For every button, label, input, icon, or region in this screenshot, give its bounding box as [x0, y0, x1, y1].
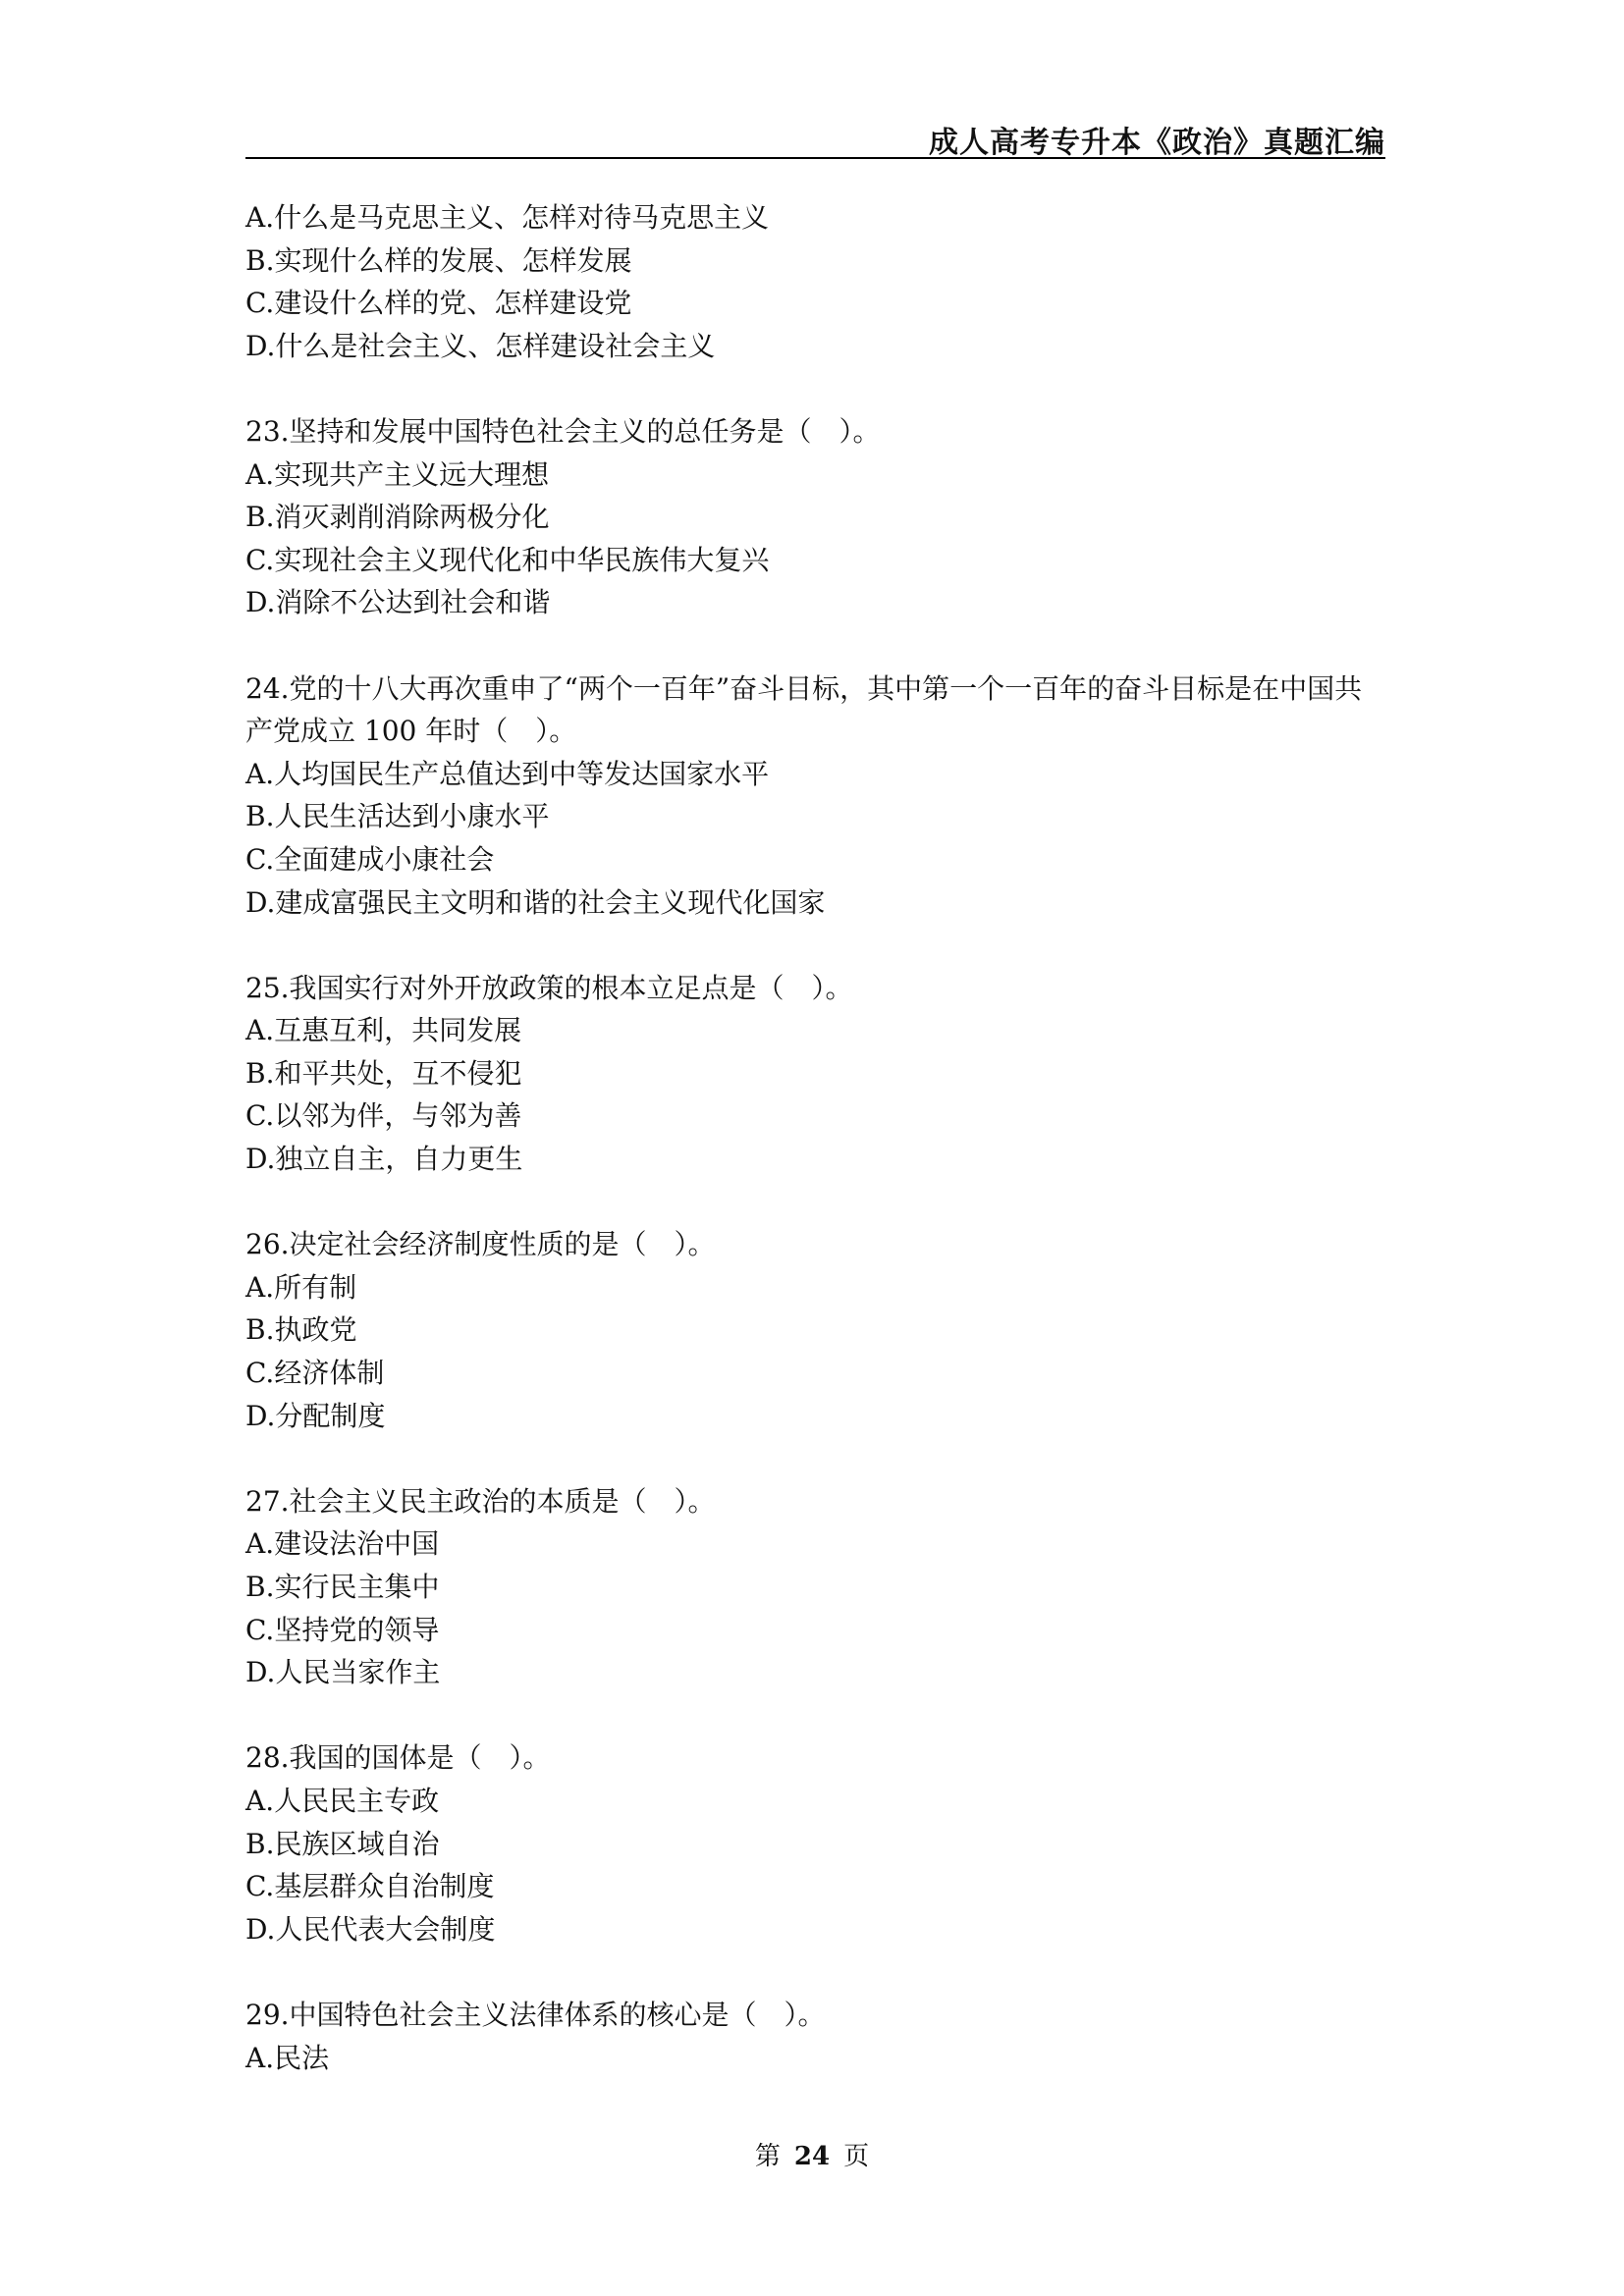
option: B.民族区域自治 [245, 1827, 440, 1860]
option: A.建设法治中国 [245, 1527, 440, 1561]
page-content [245, 196, 1385, 2079]
option: B.实现什么样的发展、怎样发展 [245, 243, 632, 277]
option: B.执政党 [245, 1313, 357, 1347]
question-stem: 24.党的十八大再次重申了“两个一百年”奋斗目标，其中第一个一百年的奋斗目标是在中国共产党成立 100 年时（ ）。 [245, 671, 1363, 748]
question-29 [245, 1994, 1385, 2079]
question-stem: 28.我国的国体是（ ）。 [245, 1741, 551, 1775]
question-25 [245, 967, 1385, 1181]
option: A.实现共产主义远大理想 [245, 457, 550, 491]
option: D.分配制度 [245, 1399, 386, 1432]
option: A.民法 [245, 2041, 330, 2074]
header-divider [245, 157, 1385, 159]
option: B.和平共处，互不侵犯 [245, 1056, 522, 1090]
option: D.消除不公达到社会和谐 [245, 586, 551, 619]
option: C.以邻为伴，与邻为善 [245, 1099, 522, 1133]
question-stem: 29.中国特色社会主义法律体系的核心是（ ）。 [245, 1998, 826, 2031]
option: B.消灭剥削消除两极分化 [245, 501, 550, 534]
page-label-prefix: 第 [754, 2142, 781, 2171]
page-number: 24 [793, 2142, 831, 2171]
option: D.什么是社会主义、怎样建设社会主义 [245, 329, 716, 362]
option: C.实现社会主义现代化和中华民族伟大复兴 [245, 543, 770, 576]
page-label-suffix: 页 [843, 2142, 870, 2171]
question-stem: 26.决定社会经济制度性质的是（ ）。 [245, 1228, 716, 1261]
question-stem: 27.社会主义民主政治的本质是（ ）。 [245, 1484, 716, 1518]
option: D.独立自主，自力更生 [245, 1143, 523, 1176]
option: D.人民当家作主 [245, 1656, 441, 1689]
option: C.基层群众自治制度 [245, 1870, 495, 1903]
document-header-title: 成人高考专升本《政治》真题汇编 [929, 126, 1385, 160]
question-26 [245, 1223, 1385, 1437]
option: A.人民民主专政 [245, 1784, 440, 1817]
question-23 [245, 410, 1385, 624]
question-27 [245, 1480, 1385, 1694]
option: C.建设什么样的党、怎样建设党 [245, 287, 632, 320]
option: D.人民代表大会制度 [245, 1912, 496, 1946]
question-22-options [245, 196, 1385, 367]
option: A.人均国民生产总值达到中等发达国家水平 [245, 757, 770, 790]
option: D.建成富强民主文明和谐的社会主义现代化国家 [245, 885, 826, 919]
option: A.什么是马克思主义、怎样对待马克思主义 [245, 201, 770, 234]
question-28 [245, 1736, 1385, 1950]
question-24 [245, 667, 1385, 925]
option: C.经济体制 [245, 1357, 385, 1390]
option: A.互惠互利，共同发展 [245, 1014, 522, 1047]
question-stem: 23.坚持和发展中国特色社会主义的总任务是（ ）。 [245, 414, 881, 448]
option: B.人民生活达到小康水平 [245, 800, 550, 833]
option: A.所有制 [245, 1270, 357, 1304]
option: C.全面建成小康社会 [245, 842, 495, 876]
option: B.实行民主集中 [245, 1571, 440, 1603]
page-footer [0, 2136, 1624, 2172]
option: C.坚持党的领导 [245, 1613, 440, 1646]
question-stem: 25.我国实行对外开放政策的根本立足点是（ ）。 [245, 971, 853, 1004]
